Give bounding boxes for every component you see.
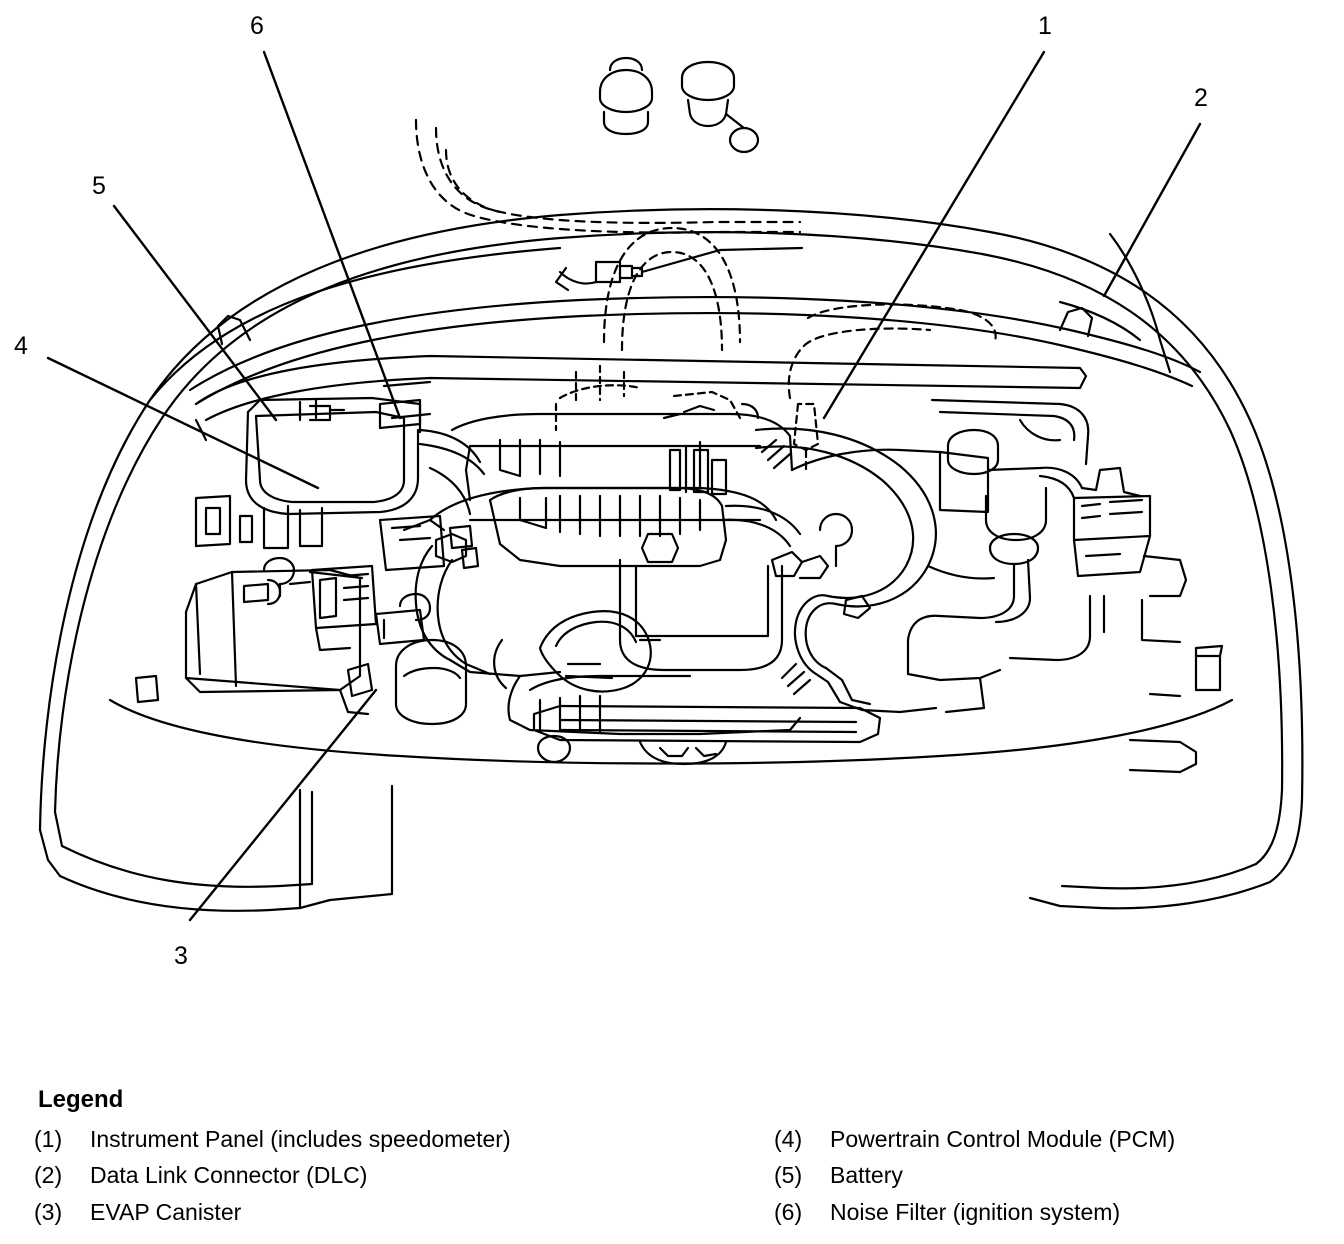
legend-item-label: Noise Filter (ignition system) <box>830 1198 1121 1225</box>
callout-label-3: 3 <box>174 942 188 970</box>
legend-item-label: Powertrain Control Module (PCM) <box>830 1126 1176 1152</box>
legend-item <box>774 1126 1314 1152</box>
legend-item <box>774 1199 1314 1225</box>
legend-item-label: EVAP Canister <box>90 1198 242 1225</box>
leader-line-3 <box>190 690 376 920</box>
callout-label-1: 1 <box>1038 12 1052 40</box>
legend-item <box>34 1126 774 1152</box>
leader-line-6 <box>264 52 400 418</box>
callout-label-5: 5 <box>92 172 106 200</box>
leader-line-1 <box>824 52 1044 418</box>
legend-column-right <box>774 1126 1314 1235</box>
leader-line-5 <box>114 206 276 420</box>
legend-column-left <box>34 1126 774 1235</box>
legend-item-number: (4) <box>774 1126 803 1152</box>
legend-item-label: Instrument Panel (includes speedometer) <box>90 1126 511 1152</box>
legend-item-label: Data Link Connector (DLC) <box>90 1162 368 1189</box>
legend <box>34 1086 1314 1235</box>
leader-line-4 <box>48 358 318 488</box>
legend-item-number: (6) <box>774 1198 803 1225</box>
legend-title: Legend <box>38 1086 124 1113</box>
legend-item-label: Battery <box>830 1162 903 1189</box>
legend-item-number: (2) <box>34 1162 63 1189</box>
callout-label-2: 2 <box>1194 84 1208 112</box>
legend-item-number: (1) <box>34 1126 63 1152</box>
leader-line-2 <box>1104 124 1200 296</box>
callout-label-6: 6 <box>250 12 264 40</box>
legend-item <box>774 1162 1314 1188</box>
callout-label-4: 4 <box>14 332 28 360</box>
legend-item-number: (5) <box>774 1162 803 1189</box>
legend-item <box>34 1162 774 1188</box>
legend-item <box>34 1199 774 1225</box>
legend-item-number: (3) <box>34 1198 63 1225</box>
